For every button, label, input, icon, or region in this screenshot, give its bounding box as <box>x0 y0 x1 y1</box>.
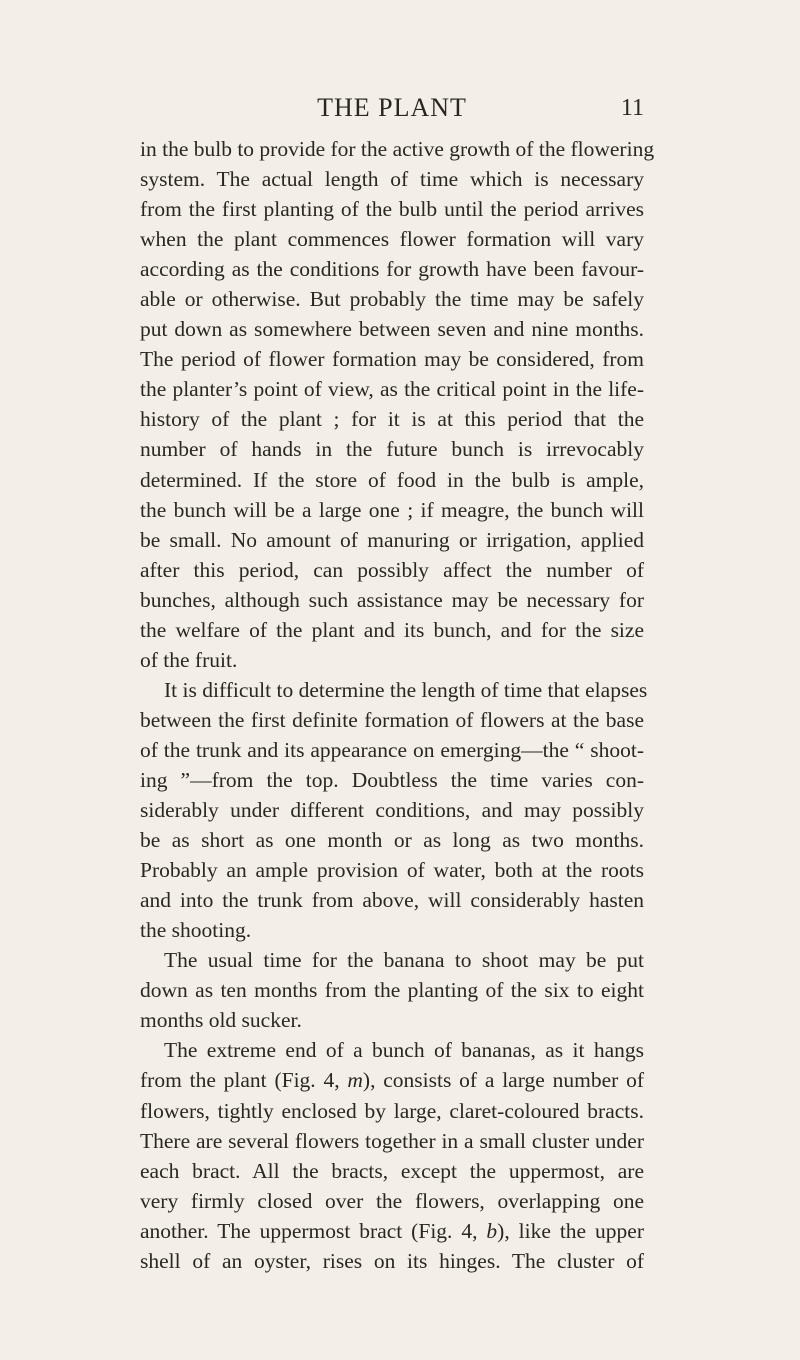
text-line: put down as somewhere between seven and nine months. <box>140 317 644 342</box>
text-line: The extreme end of a bunch of bananas, as it hangs <box>164 1038 644 1063</box>
text-line: from the first planting of the bulb until the period arrives <box>140 197 644 222</box>
text-line: able or otherwise. But probably the time may be safely <box>140 287 644 312</box>
text-line: siderably under different conditions, and may possibly <box>140 798 644 823</box>
text-line: the shooting. <box>140 918 252 943</box>
text-line: history of the plant ; for it is at this period that the <box>140 407 644 432</box>
text-line: down as ten months from the planting of the six to eight <box>140 978 644 1003</box>
text-line: The usual time for the banana to shoot may be put <box>164 948 644 973</box>
figure-ref-letter: b <box>486 1218 498 1243</box>
running-head <box>140 90 644 126</box>
text-line: There are several flowers together in a small cluster under <box>140 1128 644 1153</box>
text-line: shell of an oyster, rises on its hinges. The cluster of <box>140 1248 644 1273</box>
text-line: flowers, tightly enclosed by large, claret-coloured bracts. <box>140 1098 644 1123</box>
text-line: each bract. All the bracts, except the uppermost, are <box>140 1158 644 1183</box>
text-line: and into the trunk from above, will considerably hasten <box>140 888 644 913</box>
text-line: It is difficult to determine the length of time that elapses <box>164 677 648 702</box>
text-line: the bunch will be a large one ; if meagre, the bunch will <box>140 497 644 522</box>
text-line: be as short as one month or as long as two months. <box>140 828 644 853</box>
text-line: the welfare of the plant and its bunch, and for the size <box>140 617 644 642</box>
text-line: after this period, can possibly affect the number of <box>140 557 644 582</box>
chapter-title: THE PLANT <box>317 93 467 122</box>
text-line: very firmly closed over the flowers, overlapping one <box>140 1188 644 1213</box>
text-line: be small. No amount of manuring or irrigation, applied <box>140 527 644 552</box>
page-number: 11 <box>620 95 644 121</box>
text-line: according as the conditions for growth have been favour- <box>140 257 644 282</box>
text-line: Probably an ample provision of water, both at the roots <box>140 858 644 883</box>
text-line: bunches, although such assistance may be necessary for <box>140 587 644 612</box>
text-line: another. The uppermost bract (Fig. 4, b), like the upper <box>140 1218 644 1243</box>
text-line: in the bulb to provide for the active growth of the flowering <box>140 137 655 161</box>
figure-ref-letter: m <box>347 1068 363 1093</box>
text-line: of the fruit. <box>140 647 238 672</box>
text-line: months old sucker. <box>140 1008 302 1033</box>
text-line: from the plant (Fig. 4, m), consists of a large number of <box>140 1068 644 1093</box>
text-line: The period of flower formation may be considered, from <box>140 347 644 372</box>
text-line: of the trunk and its appearance on emerging—the “ shoot- <box>140 737 644 762</box>
text-line: the planter’s point of view, as the critical point in the life- <box>140 377 644 402</box>
text-line: determined. If the store of food in the bulb is ample, <box>140 467 644 492</box>
text-line: between the first definite formation of flowers at the base <box>140 707 644 732</box>
text-line: ing ”—from the top. Doubtless the time varies con- <box>140 767 644 792</box>
text-line: number of hands in the future bunch is irrevocably <box>140 437 644 462</box>
body-text <box>140 134 655 1276</box>
text-line: when the plant commences flower formation will vary <box>140 227 644 252</box>
text-line: system. The actual length of time which is necessary <box>140 167 644 192</box>
